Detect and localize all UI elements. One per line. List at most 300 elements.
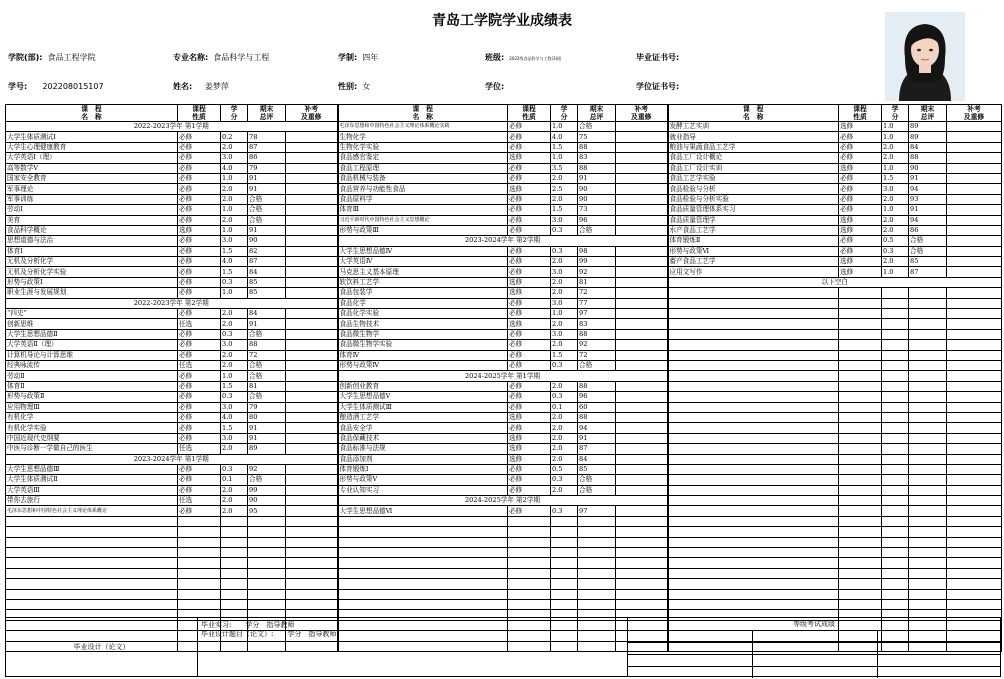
header-final: 期末 总评 bbox=[578, 105, 616, 122]
semester-header: 2023-2024学年 第1学期 bbox=[6, 454, 338, 464]
course-makeup bbox=[286, 319, 338, 329]
course-score: 85 bbox=[578, 464, 616, 474]
course-name: 食品保藏技术 bbox=[338, 433, 508, 443]
empty-cell bbox=[248, 589, 286, 599]
empty-cell bbox=[839, 319, 882, 329]
empty-cell bbox=[839, 309, 882, 319]
course-name: 创新创业教育 bbox=[338, 381, 508, 391]
course-makeup bbox=[286, 277, 338, 287]
empty-cell bbox=[882, 537, 909, 547]
empty-cell bbox=[668, 433, 839, 443]
course-name: 经典咏流传 bbox=[6, 360, 178, 370]
course-name: 无机及分析化学 bbox=[6, 257, 178, 267]
course-score: 75 bbox=[578, 132, 616, 142]
course-name: 食品营养与功能性食品 bbox=[338, 184, 508, 194]
table-row bbox=[6, 205, 1002, 215]
course-credit: 2.0 bbox=[221, 350, 248, 360]
course-type: 必修 bbox=[508, 173, 551, 183]
course-score: 93 bbox=[909, 194, 947, 204]
course-makeup bbox=[947, 132, 1002, 142]
empty-cell bbox=[947, 444, 1002, 454]
course-credit: 1.0 bbox=[882, 267, 909, 277]
header-type: 课程 性质 bbox=[839, 105, 882, 122]
empty-cell bbox=[508, 548, 551, 558]
empty-cell bbox=[882, 589, 909, 599]
empty-cell bbox=[909, 298, 947, 308]
course-type: 必修 bbox=[508, 309, 551, 319]
course-credit: 2.0 bbox=[551, 454, 578, 464]
course-makeup bbox=[616, 153, 668, 163]
course-type: 必修 bbox=[508, 329, 551, 339]
header-final: 期末 总评 bbox=[248, 105, 286, 122]
course-name: 形势与政策Ⅵ bbox=[668, 246, 839, 256]
empty-cell bbox=[947, 454, 1002, 464]
table-row bbox=[6, 163, 1002, 173]
exam-title: 等级考试成绩 bbox=[793, 620, 835, 628]
empty-cell bbox=[839, 329, 882, 339]
course-type: 选修 bbox=[508, 277, 551, 287]
course-credit: 3.0 bbox=[882, 184, 909, 194]
course-type: 必修 bbox=[178, 475, 221, 485]
course-score: 88 bbox=[578, 412, 616, 422]
course-makeup bbox=[286, 257, 338, 267]
empty-cell bbox=[668, 371, 839, 381]
course-score: 72 bbox=[578, 350, 616, 360]
course-name: 军事训练 bbox=[6, 194, 178, 204]
course-score: 96 bbox=[578, 392, 616, 402]
course-credit: 0.3 bbox=[551, 225, 578, 235]
course-type: 必修 bbox=[508, 392, 551, 402]
course-credit: 2.0 bbox=[221, 485, 248, 495]
course-credit: 2.0 bbox=[551, 194, 578, 204]
course-type: 必修 bbox=[178, 506, 221, 516]
course-type: 必修 bbox=[178, 329, 221, 339]
empty-cell bbox=[178, 558, 221, 568]
course-score: 91 bbox=[248, 433, 286, 443]
course-name: 大学生思想品德Ⅳ bbox=[338, 246, 508, 256]
course-type: 选修 bbox=[508, 288, 551, 298]
table-row bbox=[6, 464, 1002, 474]
course-credit: 0.3 bbox=[221, 329, 248, 339]
course-credit: 2.0 bbox=[221, 194, 248, 204]
course-makeup bbox=[616, 412, 668, 422]
course-credit: 1.5 bbox=[221, 423, 248, 433]
course-makeup bbox=[616, 173, 668, 183]
empty-cell bbox=[221, 537, 248, 547]
course-type: 必修 bbox=[178, 402, 221, 412]
empty-cell bbox=[947, 412, 1002, 422]
course-credit: 1.5 bbox=[882, 173, 909, 183]
empty-cell bbox=[668, 423, 839, 433]
course-name: 食品工艺学实验 bbox=[668, 173, 839, 183]
semester-header: 2024-2025学年 第2学期 bbox=[338, 496, 668, 506]
course-makeup bbox=[286, 173, 338, 183]
footer-section bbox=[5, 617, 1001, 677]
empty-cell bbox=[178, 548, 221, 558]
course-credit: 2.0 bbox=[551, 319, 578, 329]
empty-cell bbox=[839, 371, 882, 381]
course-score: 94 bbox=[578, 423, 616, 433]
empty-cell bbox=[286, 516, 338, 526]
empty-cell bbox=[839, 527, 882, 537]
empty-cell bbox=[6, 599, 178, 609]
empty-cell bbox=[909, 485, 947, 495]
course-makeup bbox=[616, 392, 668, 402]
course-name: 食品检验与分析 bbox=[668, 184, 839, 194]
course-makeup bbox=[616, 163, 668, 173]
course-name: 畜产食品工艺学 bbox=[668, 257, 839, 267]
course-name: 生物化学实验 bbox=[338, 142, 508, 152]
course-makeup bbox=[286, 309, 338, 319]
course-score: 90 bbox=[578, 194, 616, 204]
course-score: 86 bbox=[909, 225, 947, 235]
empty-cell bbox=[909, 309, 947, 319]
course-name: 食品添加剂 bbox=[338, 454, 508, 464]
empty-cell bbox=[508, 589, 551, 599]
empty-cell bbox=[338, 589, 508, 599]
course-credit: 2.0 bbox=[221, 184, 248, 194]
empty-cell bbox=[6, 589, 178, 599]
empty-cell bbox=[668, 579, 839, 589]
student-photo bbox=[885, 12, 965, 101]
course-name: 专业认知实习 bbox=[338, 485, 508, 495]
course-credit: 1.0 bbox=[882, 205, 909, 215]
course-score: 98 bbox=[578, 246, 616, 256]
table-row bbox=[6, 506, 1002, 516]
course-makeup bbox=[286, 392, 338, 402]
course-score: 73 bbox=[578, 205, 616, 215]
class-value: 2022级食品科学与工程(3)班 bbox=[509, 56, 562, 61]
course-type: 必修 bbox=[839, 246, 882, 256]
course-name: “四史” bbox=[6, 309, 178, 319]
course-score: 89 bbox=[909, 132, 947, 142]
empty-cell bbox=[882, 579, 909, 589]
table-row bbox=[6, 423, 1002, 433]
empty-cell bbox=[551, 527, 578, 537]
course-type: 必修 bbox=[508, 381, 551, 391]
course-makeup bbox=[286, 340, 338, 350]
table-row bbox=[6, 236, 1002, 246]
course-score: 83 bbox=[578, 319, 616, 329]
empty-cell bbox=[668, 381, 839, 391]
course-credit: 1.0 bbox=[551, 122, 578, 132]
course-name: 劳动Ⅰ bbox=[6, 205, 178, 215]
empty-cell bbox=[578, 589, 616, 599]
course-credit: 1.0 bbox=[551, 309, 578, 319]
empty-cell bbox=[668, 402, 839, 412]
course-score: 90 bbox=[248, 236, 286, 246]
course-makeup bbox=[286, 506, 338, 516]
major-field: 专业名称: 食品科学与工程 bbox=[173, 53, 270, 62]
empty-cell bbox=[909, 444, 947, 454]
empty-cell bbox=[668, 568, 839, 578]
course-name: 形势与政策Ⅲ bbox=[338, 225, 508, 235]
empty-cell bbox=[508, 527, 551, 537]
course-score: 合格 bbox=[248, 392, 286, 402]
empty-cell bbox=[882, 475, 909, 485]
empty-cell bbox=[947, 579, 1002, 589]
course-makeup bbox=[947, 163, 1002, 173]
gender-field: 性别: 女 bbox=[338, 82, 371, 91]
empty-cell bbox=[6, 527, 178, 537]
course-score: 合格 bbox=[248, 371, 286, 381]
empty-cell bbox=[286, 599, 338, 609]
course-credit: 0.5 bbox=[882, 236, 909, 246]
empty-cell bbox=[882, 568, 909, 578]
empty-cell bbox=[668, 527, 839, 537]
course-name: 食品质量管理体系实习 bbox=[668, 205, 839, 215]
course-score: 88 bbox=[578, 163, 616, 173]
empty-cell bbox=[839, 568, 882, 578]
course-makeup bbox=[286, 371, 338, 381]
course-credit: 1.5 bbox=[551, 142, 578, 152]
course-type: 必修 bbox=[508, 257, 551, 267]
empty-cell bbox=[668, 464, 839, 474]
empty-cell bbox=[909, 412, 947, 422]
empty-cell bbox=[178, 568, 221, 578]
course-makeup bbox=[947, 173, 1002, 183]
empty-cell bbox=[947, 464, 1002, 474]
course-name: 体育Ⅲ bbox=[338, 205, 508, 215]
course-credit: 1.5 bbox=[221, 246, 248, 256]
course-makeup bbox=[286, 423, 338, 433]
empty-cell bbox=[882, 423, 909, 433]
course-makeup bbox=[616, 350, 668, 360]
course-name: 体育锻炼Ⅱ bbox=[668, 236, 839, 246]
course-makeup bbox=[286, 153, 338, 163]
course-score: 合格 bbox=[578, 360, 616, 370]
empty-cell bbox=[616, 548, 668, 558]
empty-cell bbox=[882, 412, 909, 422]
empty-cell bbox=[947, 485, 1002, 495]
course-makeup bbox=[947, 194, 1002, 204]
course-credit: 3.0 bbox=[551, 329, 578, 339]
empty-cell bbox=[616, 516, 668, 526]
course-type: 必修 bbox=[508, 485, 551, 495]
table-row bbox=[6, 392, 1002, 402]
course-score: 合格 bbox=[578, 225, 616, 235]
empty-cell bbox=[178, 599, 221, 609]
course-name: 食品包装学 bbox=[338, 288, 508, 298]
course-name: 大学生体质测试Ⅱ bbox=[6, 475, 178, 485]
course-score: 91 bbox=[578, 433, 616, 443]
course-type: 必修 bbox=[178, 184, 221, 194]
course-name: 创新思维 bbox=[6, 319, 178, 329]
course-credit: 2.0 bbox=[551, 423, 578, 433]
course-type: 必修 bbox=[508, 132, 551, 142]
course-name: 食品化学实验 bbox=[338, 309, 508, 319]
course-score: 80 bbox=[248, 412, 286, 422]
semester-header: 2023-2024学年 第2学期 bbox=[338, 236, 668, 246]
course-score: 合格 bbox=[578, 122, 616, 132]
empty-cell bbox=[947, 381, 1002, 391]
course-type: 选修 bbox=[839, 215, 882, 225]
course-type: 必修 bbox=[508, 163, 551, 173]
internship-text: 毕业实习: 学分 指导教师 bbox=[201, 621, 295, 629]
course-score: 84 bbox=[248, 267, 286, 277]
course-makeup bbox=[616, 475, 668, 485]
course-score: 81 bbox=[578, 277, 616, 287]
empty-cell bbox=[508, 558, 551, 568]
course-credit: 3.5 bbox=[551, 163, 578, 173]
course-type: 必修 bbox=[178, 173, 221, 183]
table-row bbox=[6, 360, 1002, 370]
course-credit: 2.0 bbox=[882, 215, 909, 225]
course-type: 必修 bbox=[508, 194, 551, 204]
course-type: 必修 bbox=[508, 267, 551, 277]
course-type: 必修 bbox=[178, 132, 221, 142]
table-row bbox=[6, 225, 1002, 235]
course-makeup bbox=[286, 288, 338, 298]
empty-cell bbox=[839, 454, 882, 464]
empty-cell bbox=[947, 402, 1002, 412]
header-type: 课程 性质 bbox=[508, 105, 551, 122]
course-score: 91 bbox=[248, 173, 286, 183]
course-score: 85 bbox=[248, 277, 286, 287]
course-name: 形势与政策Ⅴ bbox=[338, 475, 508, 485]
empty-cell bbox=[221, 568, 248, 578]
course-type: 选修 bbox=[839, 267, 882, 277]
empty-cell bbox=[178, 579, 221, 589]
course-score: 88 bbox=[248, 340, 286, 350]
table-row bbox=[6, 599, 1002, 609]
course-makeup bbox=[616, 225, 668, 235]
empty-cell bbox=[668, 288, 839, 298]
course-credit: 0.1 bbox=[551, 402, 578, 412]
course-score: 72 bbox=[248, 350, 286, 360]
empty-cell bbox=[668, 319, 839, 329]
course-score: 92 bbox=[248, 464, 286, 474]
empty-cell bbox=[947, 548, 1002, 558]
empty-cell bbox=[882, 298, 909, 308]
course-makeup bbox=[286, 194, 338, 204]
empty-cell bbox=[668, 475, 839, 485]
course-type: 必修 bbox=[178, 153, 221, 163]
course-credit: 0.3 bbox=[551, 392, 578, 402]
name-field: 姓名: 姜梦萍 bbox=[173, 82, 229, 91]
course-type: 任选 bbox=[178, 319, 221, 329]
course-makeup bbox=[947, 122, 1002, 132]
course-makeup bbox=[286, 496, 338, 506]
course-score: 合格 bbox=[909, 246, 947, 256]
empty-cell bbox=[178, 516, 221, 526]
course-score: 89 bbox=[909, 122, 947, 132]
course-type: 选修 bbox=[839, 257, 882, 267]
course-makeup bbox=[616, 122, 668, 132]
course-name: 食品感官鉴定 bbox=[338, 153, 508, 163]
table-row bbox=[6, 444, 1002, 454]
empty-cell bbox=[947, 433, 1002, 443]
course-makeup bbox=[286, 350, 338, 360]
cert-field: 毕业证书号: bbox=[636, 53, 680, 62]
course-type: 必修 bbox=[178, 163, 221, 173]
course-score: 合格 bbox=[909, 236, 947, 246]
course-name: 大学生思想品德Ⅱ bbox=[6, 329, 178, 339]
empty-cell bbox=[882, 381, 909, 391]
course-type: 必修 bbox=[178, 194, 221, 204]
empty-cell bbox=[286, 558, 338, 568]
empty-cell bbox=[839, 360, 882, 370]
header-makeup: 补考 及重修 bbox=[947, 105, 1002, 122]
empty-cell bbox=[882, 464, 909, 474]
course-makeup bbox=[286, 236, 338, 246]
course-type: 必修 bbox=[178, 371, 221, 381]
table-row bbox=[6, 537, 1002, 547]
course-type: 必修 bbox=[508, 215, 551, 225]
course-score: 95 bbox=[248, 506, 286, 516]
empty-cell bbox=[508, 537, 551, 547]
empty-cell bbox=[668, 392, 839, 402]
course-makeup bbox=[286, 329, 338, 339]
course-score: 84 bbox=[248, 309, 286, 319]
empty-cell bbox=[668, 506, 839, 516]
course-name: 职业生涯与发展规划 bbox=[6, 288, 178, 298]
course-score: 88 bbox=[909, 153, 947, 163]
course-credit: 2.0 bbox=[551, 444, 578, 454]
course-type: 必修 bbox=[178, 381, 221, 391]
header-type: 课程 性质 bbox=[178, 105, 221, 122]
table-row bbox=[6, 548, 1002, 558]
table-row bbox=[6, 215, 1002, 225]
empty-cell bbox=[947, 423, 1002, 433]
empty-cell bbox=[909, 329, 947, 339]
course-type: 必修 bbox=[178, 340, 221, 350]
empty-cell bbox=[909, 319, 947, 329]
course-name: 食品机械与装备 bbox=[338, 173, 508, 183]
empty-cell bbox=[551, 548, 578, 558]
course-type: 任选 bbox=[178, 360, 221, 370]
course-score: 86 bbox=[248, 153, 286, 163]
table-row bbox=[6, 568, 1002, 578]
course-makeup bbox=[616, 132, 668, 142]
empty-cell bbox=[909, 558, 947, 568]
empty-cell bbox=[668, 412, 839, 422]
empty-cell bbox=[221, 579, 248, 589]
id-value: 202208015107 bbox=[42, 82, 104, 91]
empty-cell bbox=[221, 548, 248, 558]
course-score: 72 bbox=[578, 288, 616, 298]
course-makeup bbox=[947, 246, 1002, 256]
semester-header: 2024-2025学年 第1学期 bbox=[338, 371, 668, 381]
empty-cell bbox=[578, 579, 616, 589]
table-row bbox=[6, 475, 1002, 485]
thesis-label: 毕业设计（论文） bbox=[73, 643, 130, 651]
empty-cell bbox=[221, 599, 248, 609]
empty-cell bbox=[947, 392, 1002, 402]
course-credit: 3.0 bbox=[221, 340, 248, 350]
course-credit: 2.0 bbox=[882, 194, 909, 204]
empty-cell bbox=[909, 496, 947, 506]
empty-cell bbox=[882, 402, 909, 412]
course-credit: 0.2 bbox=[221, 132, 248, 142]
empty-cell bbox=[947, 527, 1002, 537]
course-makeup bbox=[947, 153, 1002, 163]
course-credit: 2.0 bbox=[221, 319, 248, 329]
header-course: 课 程 名 称 bbox=[668, 105, 839, 122]
empty-cell bbox=[839, 475, 882, 485]
course-type: 选修 bbox=[839, 122, 882, 132]
empty-cell bbox=[668, 454, 839, 464]
empty-cell bbox=[882, 485, 909, 495]
empty-cell bbox=[839, 558, 882, 568]
empty-cell bbox=[578, 558, 616, 568]
course-type: 必修 bbox=[508, 122, 551, 132]
course-credit: 1.0 bbox=[221, 225, 248, 235]
empty-cell bbox=[839, 506, 882, 516]
empty-cell bbox=[839, 298, 882, 308]
table-row bbox=[6, 371, 1002, 381]
system-value: 四年 bbox=[362, 53, 379, 62]
